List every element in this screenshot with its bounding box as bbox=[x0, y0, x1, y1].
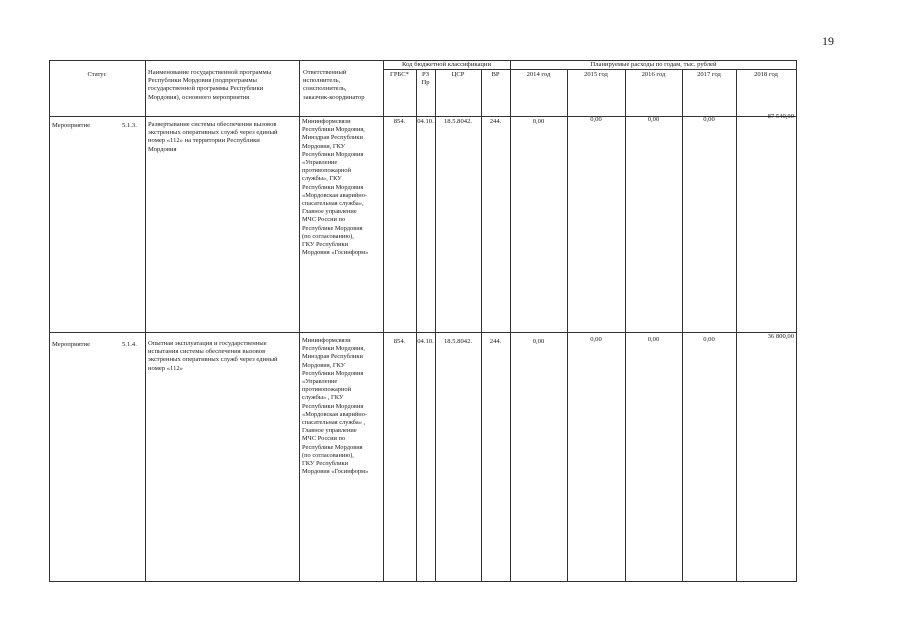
col-sep-status bbox=[145, 60, 146, 582]
row-grbs: 854. bbox=[393, 338, 406, 345]
header-year-2015: 2015 год bbox=[584, 71, 608, 78]
row-name: Опытная эксплуатация и государственные испытания системы обеспечения вызовов экстренных оперативных служб через единый номер «112» bbox=[148, 340, 278, 372]
header-program-name: Наименование государственной программы Республики Мордовия (подпрограммы государственной программы Республики Мордовия), основного мероприятия bbox=[148, 69, 272, 101]
row-value-2017: 0,00 bbox=[703, 336, 715, 343]
header-budget-code: Код бюджетной классификации bbox=[402, 61, 491, 68]
col-sep-2016 bbox=[682, 69, 683, 582]
budget-table bbox=[49, 60, 797, 582]
row-number: 5.1.4. bbox=[122, 341, 137, 348]
header-year-2018: 2018 год bbox=[754, 71, 778, 78]
row-name: Развертывание системы обеспечения вызовов экстренных оперативных служб через единый номер «112» на территории Республики Мордовия bbox=[148, 121, 278, 153]
row-executor: Мининформсвязи Республики Мордовия, Минздрав Республики Мордовия, ГКУ Республики Мордовия «Управление противопожарной службы» , ГКУ Республики Мордовия «Мордовская аварийно- спасательная служба» , Главное управление МЧС России по Республике Мордовия (по согласованию), ГКУ Республики Мордовия «Госинформ» bbox=[302, 337, 369, 476]
table-border-bottom bbox=[49, 581, 797, 582]
table-border-left bbox=[49, 60, 50, 582]
row-value-2018: 36 800,00 bbox=[767, 333, 794, 340]
row-vr: 244. bbox=[489, 338, 502, 345]
row-rz: 04.10. bbox=[417, 118, 434, 125]
table-border-right bbox=[796, 60, 797, 582]
header-year-2014: 2014 год bbox=[526, 71, 551, 78]
row-value-2015: 0,00 bbox=[590, 336, 602, 343]
header-status: Статус bbox=[87, 71, 107, 78]
col-sep-2014 bbox=[567, 69, 568, 582]
col-sep-csr bbox=[481, 69, 482, 582]
page-number: 19 bbox=[822, 34, 834, 48]
header-vr: ВР bbox=[491, 71, 500, 78]
row-vr: 244. bbox=[489, 118, 502, 125]
header-year-2017: 2017 год bbox=[697, 71, 721, 78]
row-value-2016: 0,00 bbox=[647, 336, 660, 343]
row-value-2018: 87 540,00 bbox=[767, 113, 794, 120]
row-separator bbox=[49, 332, 797, 333]
header-grbs: ГРБС* bbox=[390, 71, 409, 78]
row-status: Мероприятие bbox=[52, 122, 91, 129]
header-year-2016: 2016 год bbox=[641, 71, 666, 78]
row-value-2014: 0,00 bbox=[532, 118, 545, 125]
header-csr: ЦСР bbox=[451, 71, 465, 78]
row-value-2017: 0,00 bbox=[703, 116, 715, 123]
row-csr: 18.5.8042. bbox=[443, 338, 473, 345]
header-planned: Планируемые расходы по годам, тыс. рублей bbox=[590, 61, 717, 68]
row-value-2014: 0,00 bbox=[532, 338, 545, 345]
row-csr: 18.5.8042. bbox=[443, 118, 473, 125]
row-value-2015: 0,00 bbox=[590, 116, 602, 123]
col-sep-vr bbox=[510, 60, 511, 582]
col-sep-2017 bbox=[736, 69, 737, 582]
col-sep-2015 bbox=[625, 69, 626, 582]
row-executor: Мининформсвязи Республики Мордовия, Минздрав Республики Мордовия, ГКУ Республики Мордовия «Управление противопожарной службы», ГКУ Республики Мордовия «Мордовская аварийно- спасательная служба», Главное управление МЧС России по Республике Мордовия (по согласованию), ГКУ Республики Мордовия «Госинформ» bbox=[302, 118, 369, 257]
row-grbs: 854. bbox=[393, 118, 406, 125]
row-number: 5.1.3. bbox=[122, 122, 137, 129]
header-executor: Ответственный исполнитель, соисполнитель, заказчик-координатор bbox=[303, 69, 365, 101]
col-sep-rz bbox=[435, 69, 436, 582]
col-sep-grbs bbox=[416, 69, 417, 582]
row-rz: 04.10. bbox=[417, 338, 434, 345]
row-value-2016: 0,00 bbox=[647, 116, 660, 123]
row-status: Мероприятие bbox=[52, 341, 91, 348]
header-rz: РЗ Пр bbox=[421, 71, 430, 87]
